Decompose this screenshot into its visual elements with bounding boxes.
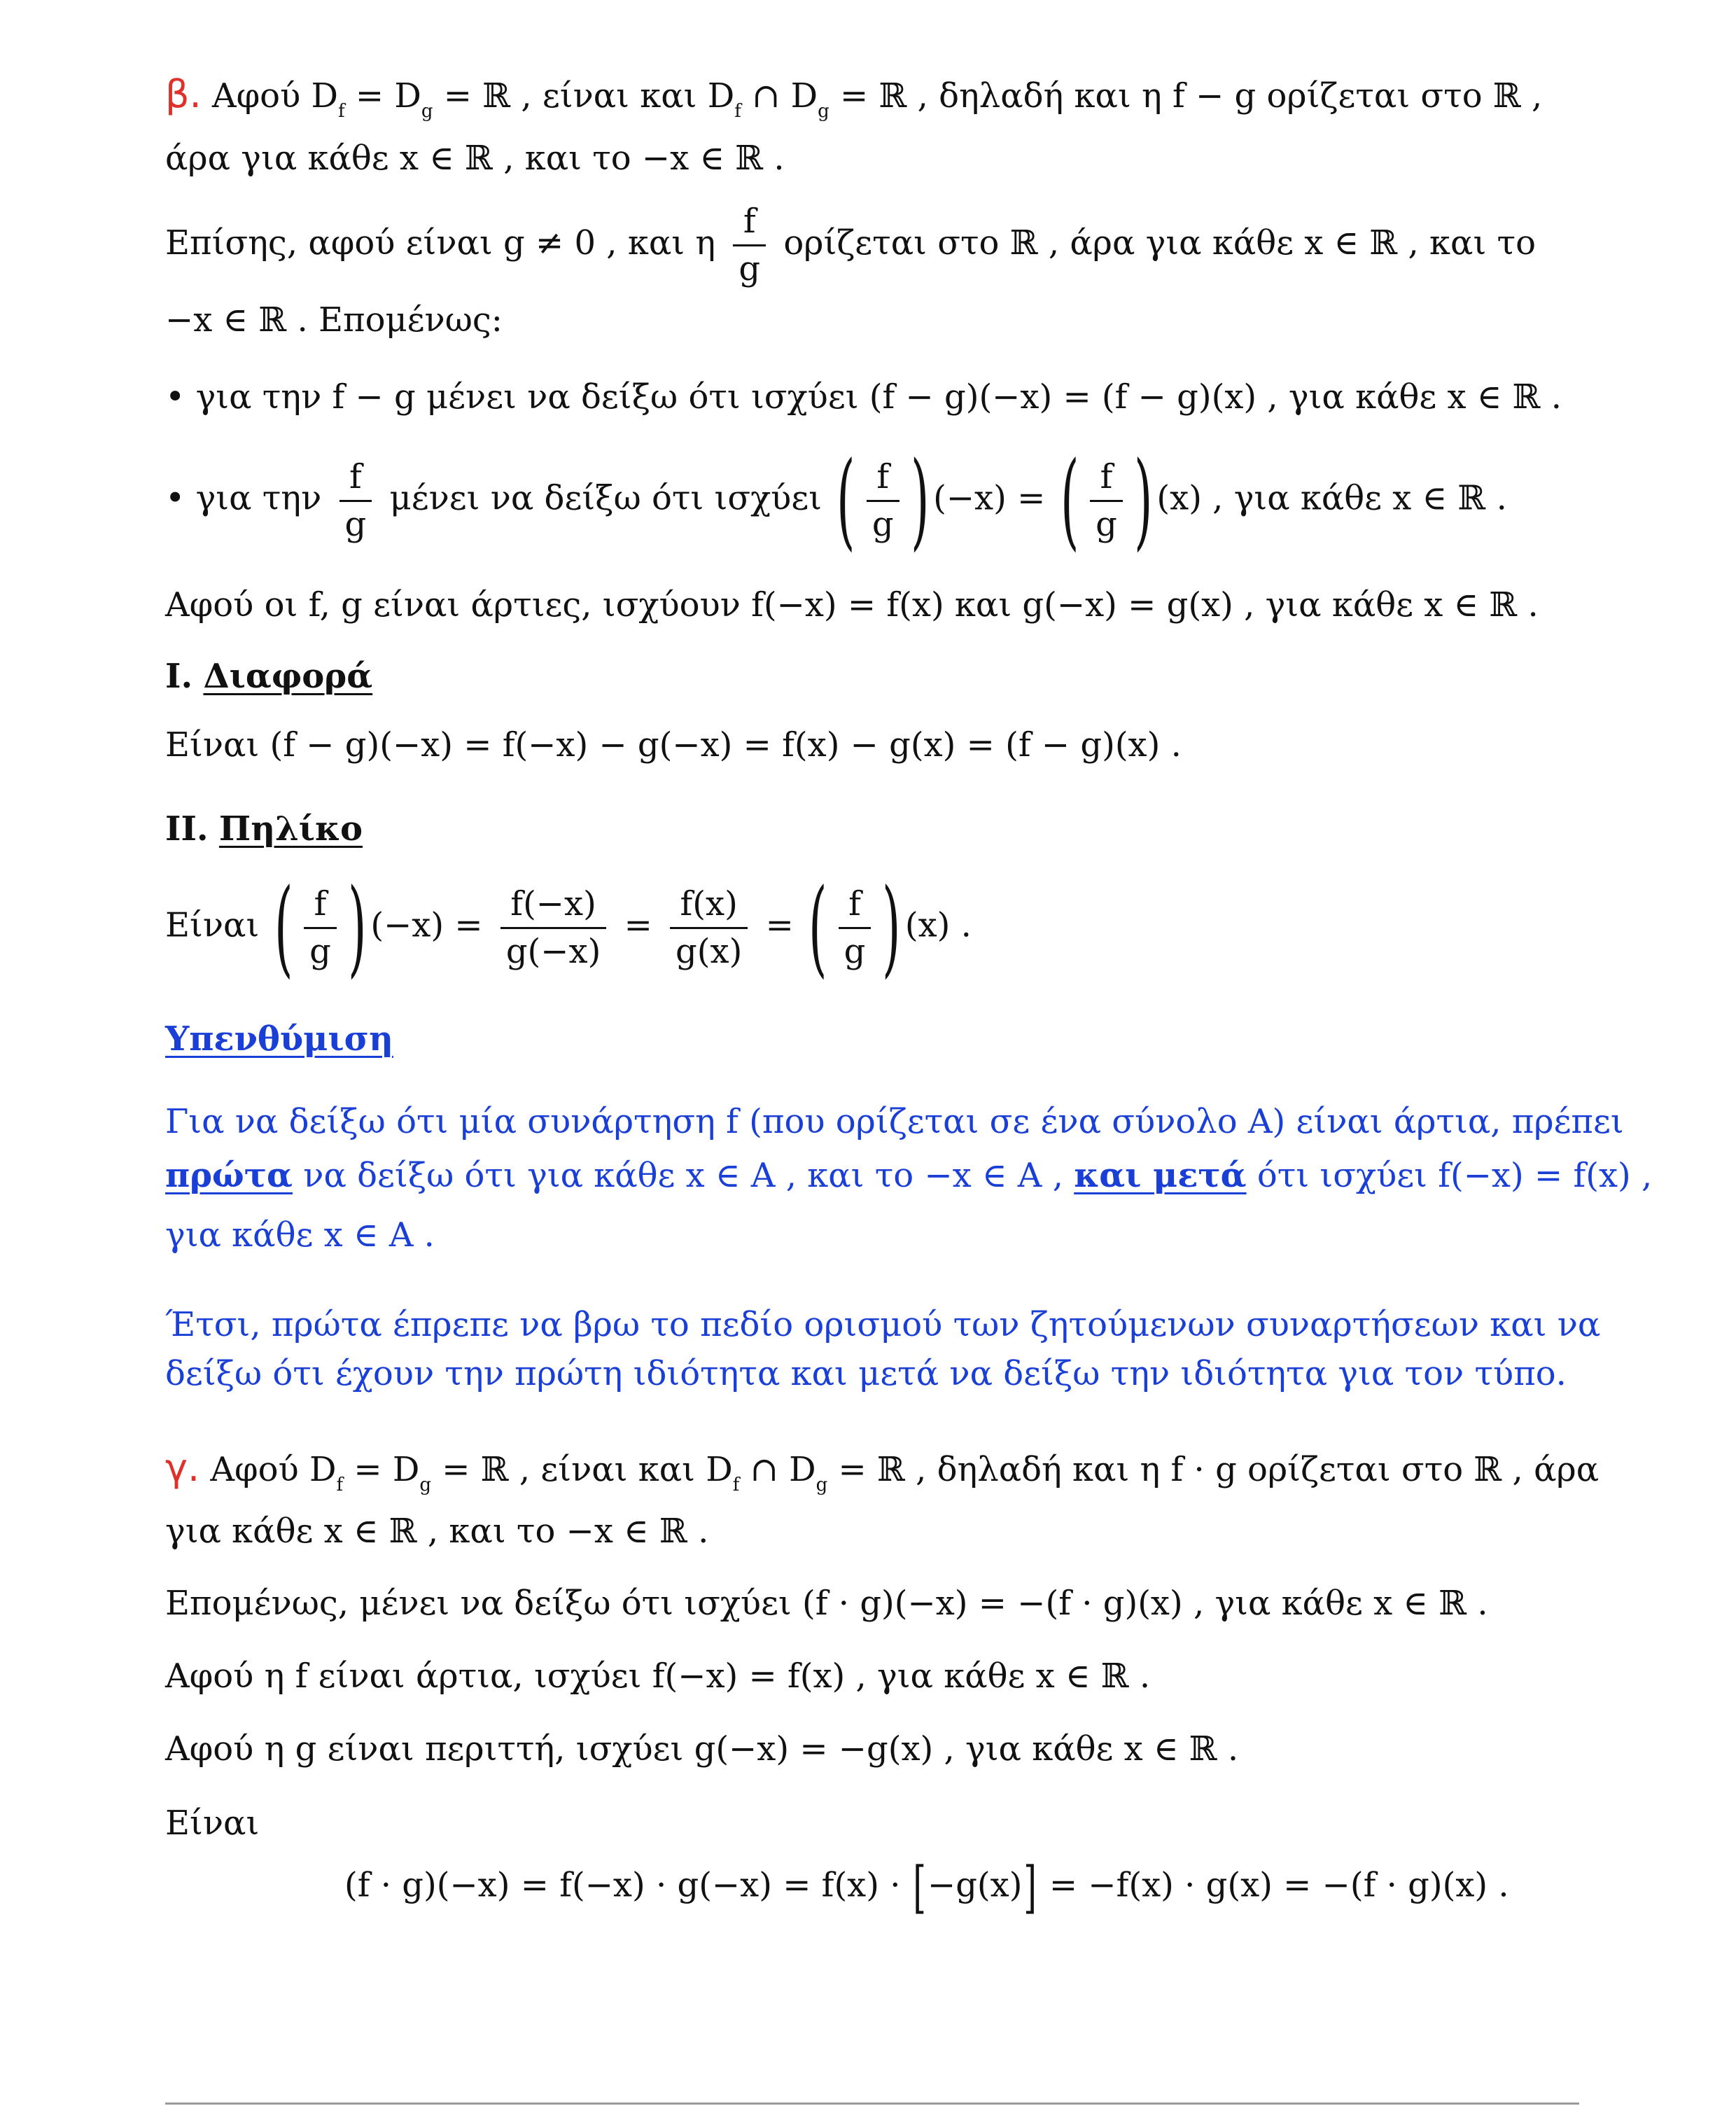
sub-g: g: [816, 1474, 828, 1495]
even-functions-line: Αφού οι f, g είναι άρτιες, ισχύουν f(−x) = f(x) και g(−x) = g(x) , για κάθε x ∈ ℝ .: [165, 585, 1539, 625]
fraction-f-over-g: [340, 456, 372, 544]
c-line-6: Είναι: [165, 1804, 260, 1843]
part-b-marker: β.: [165, 72, 202, 116]
sec2-end: (x) .: [904, 905, 972, 945]
frac-num: f: [743, 202, 756, 241]
fraction-fmx-over-gmx: [500, 886, 606, 970]
b-line1-d: ∩ D: [741, 76, 818, 116]
bullet-2: [165, 440, 1507, 562]
section-1-title: Διαφορά: [203, 657, 373, 696]
bullet2-d: (x) , για κάθε x ∈ ℝ .: [1156, 478, 1507, 518]
section-2-title: Πηλίκο: [218, 809, 363, 849]
b-line3-a: Επίσης, αφού είναι g ≠ 0 , και η: [165, 223, 716, 263]
c-eq-b: −g(x): [927, 1865, 1023, 1905]
bullet2-c: (−x) =: [933, 478, 1046, 518]
frac-num: f: [876, 456, 890, 496]
c-line-2: για κάθε x ∈ ℝ , και το −x ∈ ℝ .: [165, 1512, 709, 1551]
sec2-einai: Είναι: [165, 905, 260, 945]
c-line-4: Αφού η f είναι άρτια, ισχύει f(−x) = f(x) , για κάθε x ∈ ℝ .: [165, 1657, 1151, 1696]
b-line-4: −x ∈ ℝ . Επομένως:: [165, 300, 503, 340]
reminder-p1-l2d: ότι ισχύει f(−x) = f(x) ,: [1246, 1156, 1653, 1195]
reminder-p1-line1: Για να δείξω ότι μία συνάρτηση f (που ορίζεται σε ένα σύνολο Α) είναι άρτια, πρέπει: [165, 1102, 1624, 1141]
section-2-heading: [165, 809, 363, 849]
paren-right: ): [347, 867, 367, 989]
frac-num: f: [314, 884, 327, 923]
frac-den: g: [839, 927, 872, 970]
sub-f: f: [734, 101, 741, 122]
frac-den: g(−x): [500, 927, 606, 970]
reminder-p1-line2: [165, 1156, 1653, 1195]
sec2-a: (−x) =: [370, 905, 483, 945]
sub-g: g: [419, 1474, 431, 1495]
sub-f: f: [336, 1474, 344, 1495]
sec2-eq: =: [765, 905, 794, 945]
bullet-1: • για την f − g μένει να δείξω ότι ισχύει (f − g)(−x) = (f − g)(x) , για κάθε x ∈ ℝ .: [165, 377, 1562, 417]
b-line3-b: ορίζεται στο ℝ , άρα για κάθε x ∈ ℝ , και το: [783, 223, 1536, 263]
reminder-p2-line1: Έτσι, πρώτα έπρεπε να βρω το πεδίο ορισμού των ζητούμενων συναρτήσεων και να: [165, 1305, 1601, 1344]
frac-den: g: [1090, 500, 1123, 543]
section-2-number: ΙΙ.: [165, 809, 209, 849]
bullet2-a: • για την: [165, 478, 322, 518]
sec2-eq: =: [624, 905, 652, 945]
sub-g: g: [818, 101, 830, 122]
c-line-1: [165, 1446, 1600, 1495]
footer-rule: [165, 2102, 1579, 2105]
sub-f: f: [732, 1474, 740, 1495]
paren-left: (: [1060, 440, 1079, 562]
c-line1-a: Αφού D: [210, 1450, 337, 1489]
b-line1-c: = ℝ , είναι και D: [433, 76, 735, 116]
reminder-first: πρώτα: [165, 1156, 293, 1195]
frac-den: g: [340, 500, 372, 543]
frac-num: f(−x): [510, 884, 596, 923]
b-line-1: [165, 72, 1543, 122]
b-line-2: άρα για κάθε x ∈ ℝ , και το −x ∈ ℝ .: [165, 139, 785, 178]
c-final-equation: [344, 1855, 1509, 1920]
c-eq-a: (f · g)(−x) = f(−x) · g(−x) = f(x) ·: [344, 1865, 911, 1905]
section-2-equation: [165, 867, 972, 989]
paren-right: ): [910, 440, 930, 562]
fraction-f-over-g: [304, 886, 337, 970]
reminder-then: και μετά: [1074, 1156, 1247, 1195]
b-line1-b: = D: [344, 76, 421, 116]
c-eq-c: = −f(x) · g(x) = −(f · g)(x) .: [1038, 1865, 1509, 1905]
section-1-number: Ι.: [165, 657, 193, 696]
frac-den: g: [304, 927, 337, 970]
c-line1-c: = ℝ , είναι και D: [430, 1450, 733, 1489]
c-line1-d: ∩ D: [739, 1450, 816, 1489]
paren-right: ): [1133, 440, 1153, 562]
b-line1-a: Αφού D: [211, 76, 338, 116]
sub-f: f: [338, 101, 345, 122]
c-line-3: Επομένως, μένει να δείξω ότι ισχύει (f · g)(−x) = −(f · g)(x) , για κάθε x ∈ ℝ .: [165, 1584, 1488, 1623]
frac-num: f: [1100, 456, 1113, 496]
b-line-3: [165, 203, 1536, 288]
frac-num: f: [848, 884, 861, 923]
fraction-fx-over-gx: [670, 886, 748, 970]
c-line1-b: = D: [343, 1450, 420, 1489]
section-1-heading: [165, 657, 373, 696]
part-c-marker: γ.: [165, 1446, 200, 1490]
bracket-left: [: [912, 1855, 926, 1920]
reminder-p1-line3: για κάθε x ∈ A .: [165, 1215, 435, 1255]
fraction-f-over-g: [733, 203, 766, 288]
frac-den: g: [733, 244, 766, 288]
fraction-f-over-g: [867, 456, 899, 544]
bullet2-b: μένει να δείξω ότι ισχύει: [389, 478, 822, 518]
fraction-f-over-g: [1090, 456, 1123, 544]
sub-g: g: [421, 101, 433, 122]
paren-left: (: [274, 867, 293, 989]
bracket-right: ]: [1023, 1855, 1037, 1920]
reminder-title: Υπενθύμιση: [165, 1019, 393, 1059]
frac-num: f(x): [680, 884, 738, 923]
frac-den: g(x): [670, 927, 748, 970]
reminder-p2-line2: δείξω ότι έχουν την πρώτη ιδιότητα και μετά να δείξω την ιδιότητα για τον τύπο.: [165, 1354, 1567, 1393]
c-line-5: Αφού η g είναι περιττή, ισχύει g(−x) = −g(x) , για κάθε x ∈ ℝ .: [165, 1729, 1239, 1769]
frac-num: f: [349, 456, 362, 496]
paren-left: (: [808, 867, 827, 989]
c-line1-e: = ℝ , δηλαδή και η f · g ορίζεται στο ℝ , άρα: [827, 1450, 1600, 1489]
frac-den: g: [867, 500, 899, 543]
b-line1-e: = ℝ , δηλαδή και η f − g ορίζεται στο ℝ ,: [829, 76, 1543, 116]
fraction-f-over-g: [839, 886, 872, 970]
reminder-p1-l2b: να δείξω ότι για κάθε x ∈ A , και το −x ∈ A ,: [293, 1156, 1074, 1195]
paren-right: ): [882, 867, 901, 989]
section-1-line: Είναι (f − g)(−x) = f(−x) − g(−x) = f(x) − g(x) = (f − g)(x) .: [165, 725, 1182, 765]
paren-left: (: [836, 440, 855, 562]
